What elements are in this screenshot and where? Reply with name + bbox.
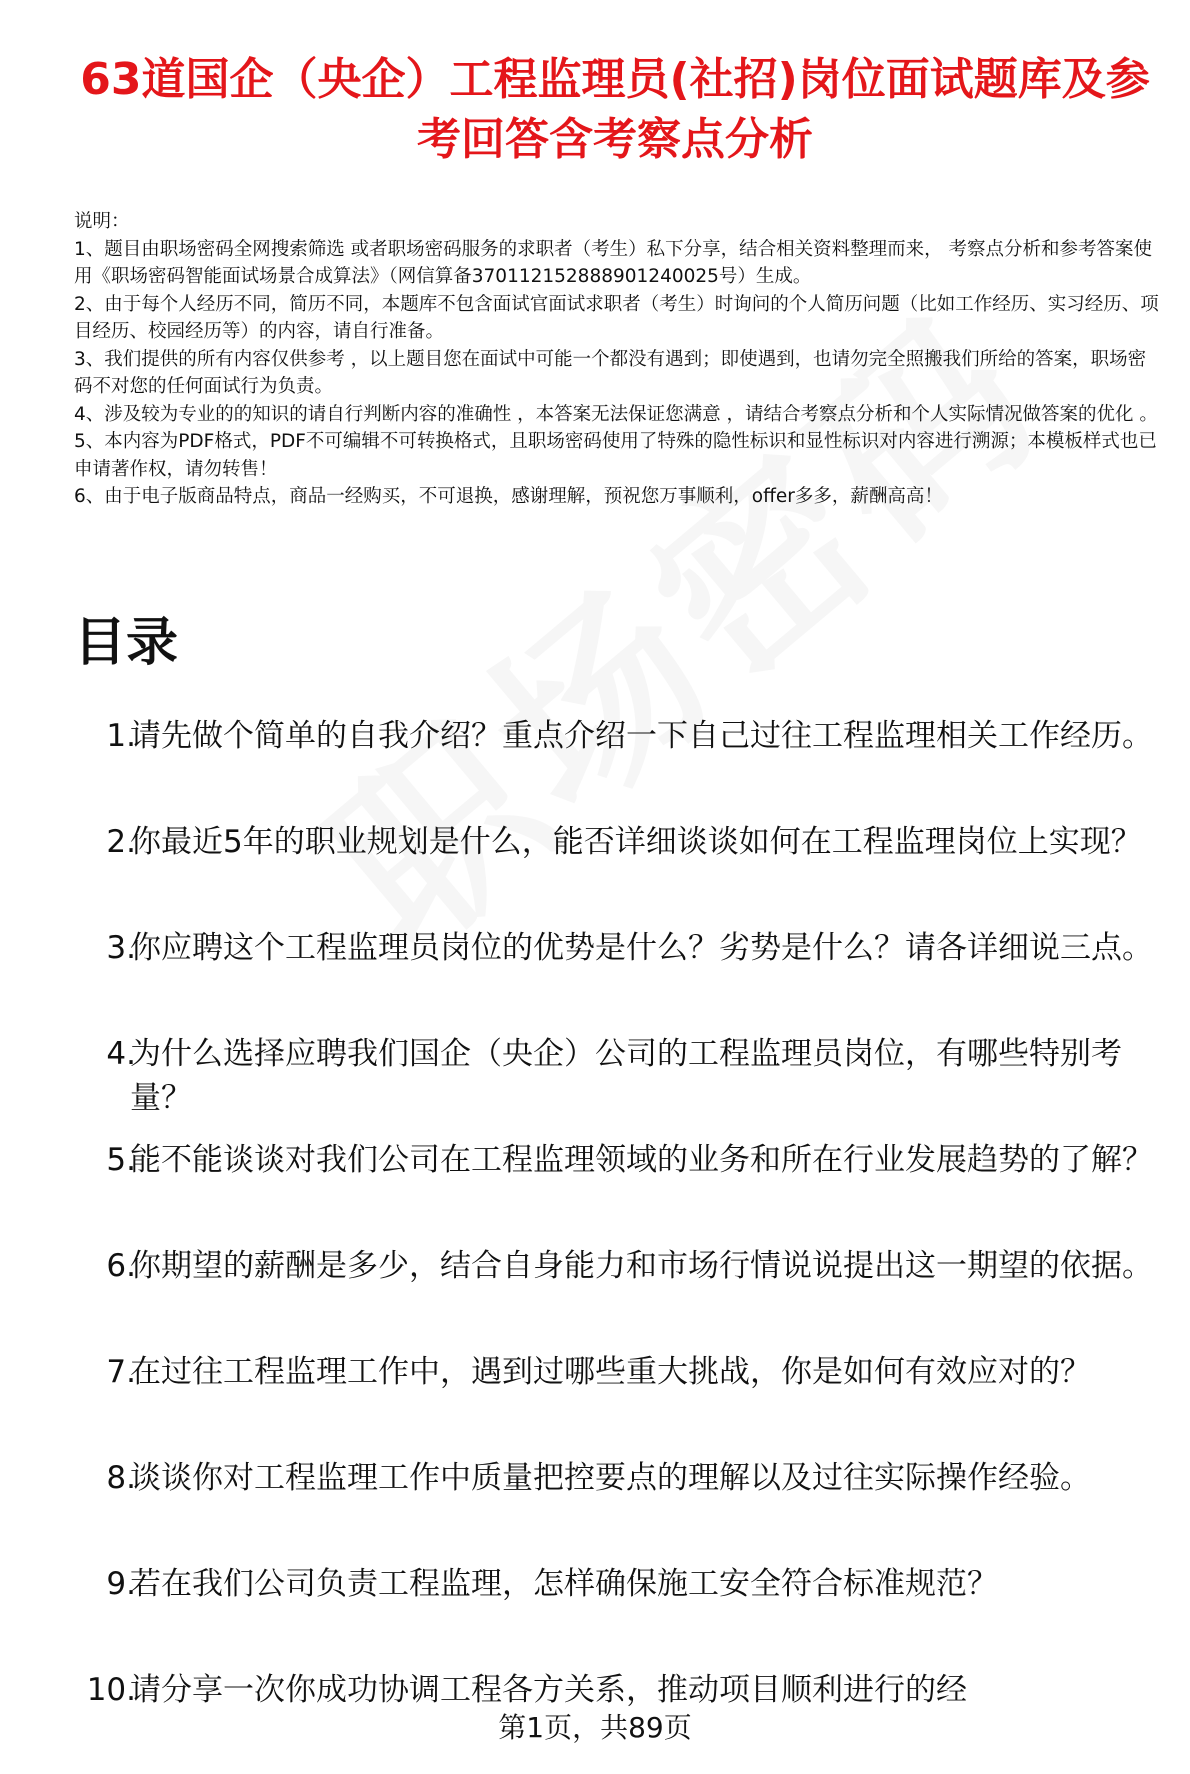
notes-section (74, 208, 1162, 511)
toc-item-number: 5. (106, 1142, 136, 1178)
toc-item-text: 在过往工程监理工作中，遇到过哪些重大挑战，你是如何有效应对的？ (130, 1354, 1091, 1390)
toc-item-text: 你最近5年的职业规划是什么，能否详细谈谈如何在工程监理岗位上实现？ (130, 824, 1142, 860)
toc-item[interactable] (0, 1456, 1190, 1562)
toc-item[interactable] (0, 1350, 1190, 1456)
toc-item-text: 若在我们公司负责工程监理，怎样确保施工安全符合标准规范？ (130, 1566, 998, 1602)
toc-item[interactable] (0, 1562, 1190, 1668)
toc-item[interactable] (0, 1244, 1190, 1350)
toc-list (0, 714, 1190, 1774)
document-title: 63道国企（央企）工程监理员(社招)岗位面试题库及参考回答含考察点分析 (80, 54, 1150, 165)
note-item: 6、由于电子版商品特点，商品一经购买，不可退换，感谢理解，预祝您万事顺利，offer多多，薪酬高高！ (74, 486, 943, 507)
toc-item-text: 请先做个简单的自我介绍？重点介绍一下自己过往工程监理相关工作经历。 (130, 718, 1153, 754)
toc-item-number: 9. (106, 1566, 136, 1602)
toc-item-text: 请分享一次你成功协调工程各方关系，推动项目顺利进行的经 (130, 1672, 967, 1708)
toc-item-number: 4. (106, 1036, 136, 1072)
note-item: 4、涉及较为专业的的知识的请自行判断内容的准确性 ，本答案无法保证您满意 ，请结合考察点分析和个人实际情况做答案的优化 。 (74, 403, 1158, 425)
note-item: 2、由于每个人经历不同，简历不同，本题库不包含面试官面试求职者（考生）时询问的个人简历问题（比如工作经历、实习经历、项目经历、校园经历等）的内容，请自行准备。 (74, 293, 1159, 342)
toc-item-text: 你应聘这个工程监理员岗位的优势是什么？劣势是什么？请各详细说三点。 (130, 930, 1153, 966)
notes-heading: 说明： (74, 211, 130, 232)
toc-item-text: 为什么选择应聘我们国企（央企）公司的工程监理员岗位，有哪些特别考量？ (130, 1036, 1122, 1116)
note-item: 3、我们提供的所有内容仅供参考 ，以上题目您在面试中可能一个都没有遇到；即使遇到，也请勿完全照搬我们所给的答案，职场密码不对您的任何面试行为负责。 (74, 348, 1147, 397)
toc-item-number: 8. (106, 1460, 136, 1496)
toc-item-text: 能不能谈谈对我们公司在工程监理领域的业务和所在行业发展趋势的了解？ (130, 1142, 1153, 1178)
toc-item[interactable] (0, 714, 1190, 820)
toc-item-number: 2. (106, 824, 136, 860)
toc-item-number: 6. (106, 1248, 136, 1284)
toc-item[interactable] (0, 1032, 1190, 1138)
toc-item-number: 10. (86, 1672, 136, 1708)
toc-item[interactable] (0, 820, 1190, 926)
toc-item[interactable] (0, 1138, 1190, 1244)
page-footer: 第1页，共89页 (498, 1711, 692, 1744)
toc-item-text: 谈谈你对工程监理工作中质量把控要点的理解以及过往实际操作经验。 (130, 1460, 1091, 1496)
toc-heading: 目录 (74, 613, 179, 673)
toc-item-number: 7. (106, 1354, 136, 1390)
toc-item-number: 1. (106, 718, 136, 754)
note-item: 5、本内容为PDF格式，PDF不可编辑不可转换格式，且职场密码使用了特殊的隐性标识和显性标识对内容进行溯源；本模板样式也已申请著作权，请勿转售！ (74, 431, 1157, 480)
note-item: 1、题目由职场密码全网搜索筛选 或者职场密码服务的求职者（考生）私下分享，结合相关资料整理而来， 考察点分析和参考答案使用《职场密码智能面试场景合成算法》（网信算备370112152888901240025号）生成。 (74, 238, 1153, 287)
toc-item-number: 3. (106, 930, 136, 966)
toc-item[interactable] (0, 926, 1190, 1032)
toc-item-text: 你期望的薪酬是多少，结合自身能力和市场行情说说提出这一期望的依据。 (130, 1248, 1153, 1284)
